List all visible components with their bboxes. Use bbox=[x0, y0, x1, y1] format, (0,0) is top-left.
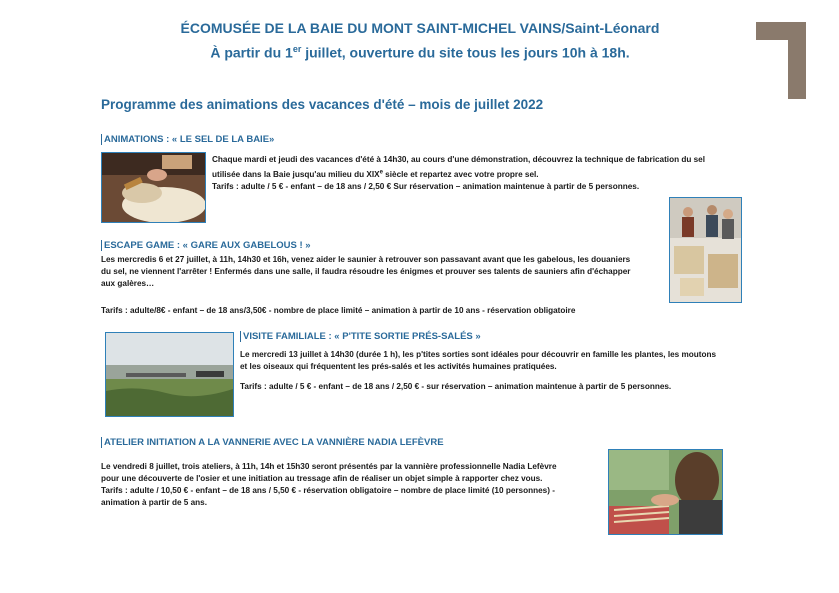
escape-game-text: Les mercredis 6 et 27 juillet, à 11h, 14h30 et 16h, venez aider le saunier à retrouver son passavant avant que les gabelous, les douaniers du sel, ne viennent l'arrêter ! Enfermés dans une salle, il faudra résoudre les énigmes et prouver ses talents de sauniers afin d'échapper aux galères… bbox=[101, 255, 631, 288]
animations-text: Chaque mardi et jeudi des vacances d'été à 14h30, au cours d'une démonstration, découvrez la technique de fabrication du sel utilisée dans la Baie jusqu'au milieu du XIXe siècle et repartez avec votre propre sel. Tarifs : adulte / 5 € - enfant – de 18 ans / 2,50 € Sur réservation – animation maintenue à partir de 5 personnes. bbox=[212, 155, 706, 191]
corner-bracket-logo bbox=[756, 22, 806, 99]
visite-familiale-tarifs: Tarifs : adulte / 5 € - enfant – de 18 ans / 2,50 € - sur réservation – animation maintenue à partir de 5 personnes. bbox=[240, 382, 672, 391]
basket-weaving-photo bbox=[608, 449, 723, 535]
escape-game-tarifs: Tarifs : adulte/8€ - enfant – de 18 ans/3,50€ - nombre de place limité – animation à partir de 10 ans - réservation obligatoire bbox=[101, 306, 576, 315]
animations-tarifs: Tarifs : adulte / 5 € - enfant – de 18 ans / 2,50 € Sur réservation – animation maintenue à partir de 5 personnes. bbox=[212, 181, 640, 191]
escape-game-photo bbox=[669, 197, 742, 303]
header-title: ÉCOMUSÉE DE LA BAIE DU MONT SAINT-MICHEL VAINS/Saint-Léonard bbox=[180, 20, 660, 36]
salt-making-photo bbox=[101, 152, 206, 223]
atelier-vannerie-text: Le vendredi 8 juillet, trois ateliers, à 11h, 14h et 15h30 seront présentés par la vannière professionnelle Nadia Lefèvre pour une découverte de l'osier et une initiation au tressage afin de réaliser un objet simple à rapporter chez vous. Tarifs : adulte / 10,50 € - enfant – de 18 ans / 5,50 € - réservation obligatoire – nombre de place limité (10 personnes) - animation à partir de 5 ans. bbox=[101, 462, 557, 507]
animations-line1: Chaque mardi et jeudi des vacances d'été à 14h30, au cours d'une démonstration, découvrez la technique de fabrication du sel bbox=[212, 155, 706, 164]
animations-title: ANIMATIONS : « LE SEL DE LA BAIE» bbox=[101, 134, 274, 145]
salt-marsh-photo bbox=[105, 332, 234, 417]
opening-hours: À partir du 1er juillet, ouverture du site tous les jours 10h à 18h. bbox=[210, 44, 630, 61]
escape-game-title: ESCAPE GAME : « GARE AUX GABELOUS ! » bbox=[101, 240, 311, 251]
programme-title: Programme des animations des vacances d'été – mois de juillet 2022 bbox=[101, 97, 544, 112]
atelier-vannerie-title: ATELIER INITIATION A LA VANNERIE AVEC LA VANNIÈRE NADIA LEFÈVRE bbox=[101, 437, 444, 448]
visite-familiale-text: Le mercredi 13 juillet à 14h30 (durée 1 h), les p'tites sorties sont idéales pour découvrir en famille les plantes, les moutons et les oiseaux qui fréquentent les prés-salés et les activités humaines pratiquées. bbox=[240, 350, 717, 371]
visite-familiale-title: VISITE FAMILIALE : « P'TITE SORTIE PRÉS-SALÉS » bbox=[240, 331, 481, 342]
